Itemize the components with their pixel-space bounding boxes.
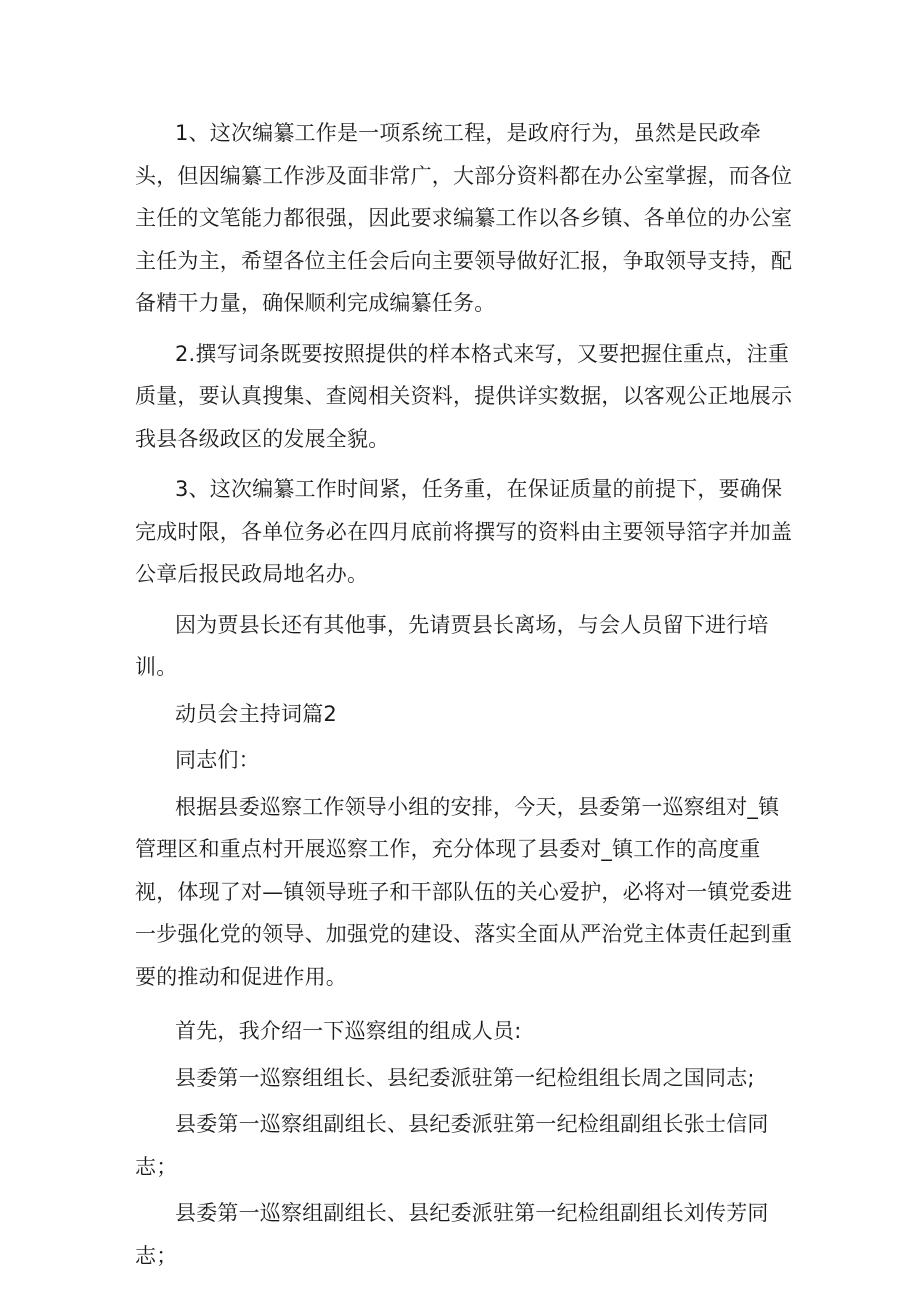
paragraph-item-3: 3、这次编纂工作时间紧，任务重，在保证质量的前提下，要确保完成时限，各单位务必在四月底前将撰写的资料由主要领导箔字并加盖公章后报民政局地名办。 — [135, 477, 793, 586]
member-line: 县委第一巡察组组长、县纪委派驻第一纪检组组长周之国同志; — [175, 1065, 755, 1090]
section-title: 动员会主持词篇2 — [175, 701, 337, 726]
paragraph-item-1: 1、这次编纂工作是一项系统工程，是政府行为，虽然是民政牵头，但因编纂工作涉及面非常广，大部分资料都在办公室掌握，而各位主任的文笔能力都很强，因此要求编纂工作以各乡镇、各单位的办公室主任为主，希望各位主任会后向主要领导做好汇报，争取领导支持，配备精干力量，确保顺利完成编纂任务。 — [135, 121, 793, 315]
member-line: 县委第一巡察组副组长、县纪委派驻第一纪检组副组长刘传芳同志； — [135, 1201, 769, 1268]
member-line: 县委第一巡察组副组长、县纪委派驻第一纪检组副组长张士信同志； — [135, 1112, 769, 1179]
document-body — [135, 112, 795, 1277]
paragraph-main: 根据县委巡察工作领导小组的安排，今天，县委第一巡察组对_镇管理区和重点村开展巡察工作，充分体现了县委对_镇工作的高度重视，体现了对—镇领导班子和干部队伍的关心爱护，必将对一镇党委进一步强化党的领导、加强党的建设、落实全面从严治党主体责任起到重要的推动和促进作用。 — [135, 794, 793, 989]
paragraph-closing-note: 因为贾县长还有其他事，先请贾县长离场，与会人员留下进行培训。 — [135, 612, 769, 679]
member-intro: 首先，我介绍一下巡察组的组成人员: — [175, 1019, 522, 1043]
salutation: 同志们： — [175, 748, 260, 772]
paragraph-item-2: 2.撰写词条既要按照提供的样本格式来写，又要把握住重点，注重质量，要认真搜集、查阅相关资料，提供详实数据，以客观公正地展示我县各级政区的发展全貌。 — [135, 341, 793, 451]
